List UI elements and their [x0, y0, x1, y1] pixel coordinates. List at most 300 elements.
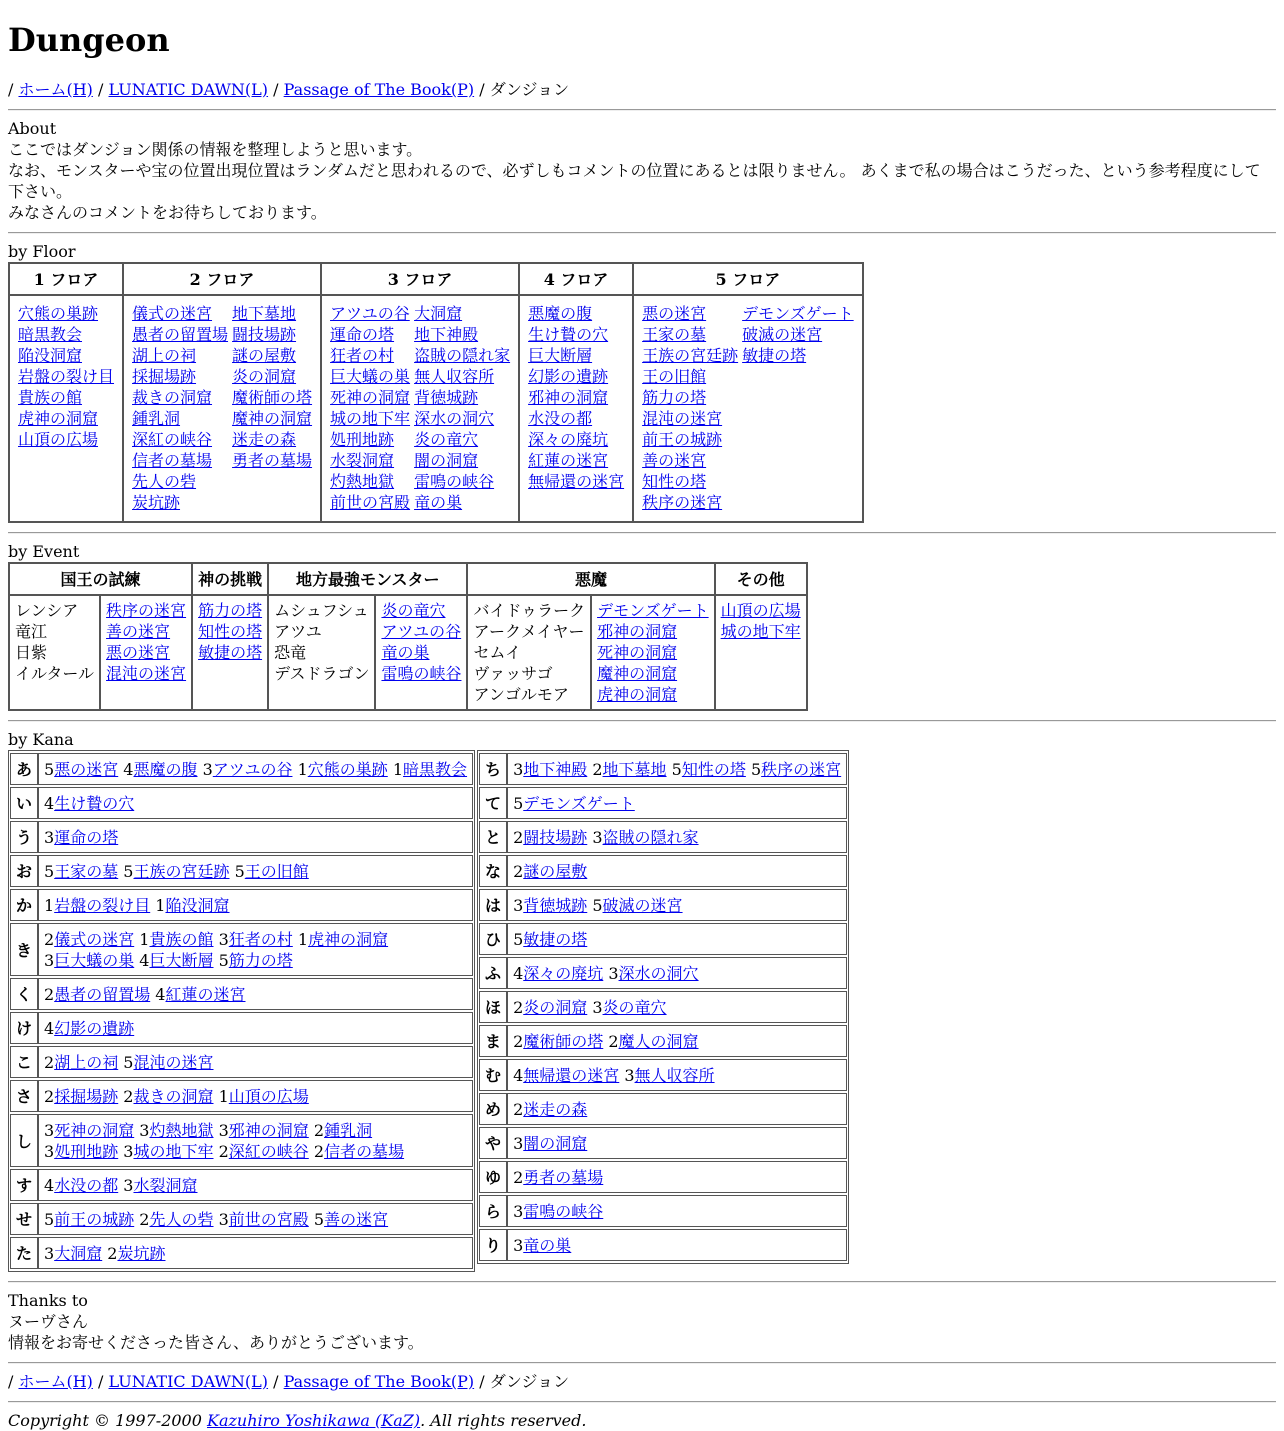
dungeon-link[interactable]: 湖上の祠: [54, 1053, 119, 1072]
kana-line: [44, 950, 467, 971]
event-table: [8, 562, 808, 711]
dungeon-link[interactable]: 迷走の森: [523, 1100, 588, 1119]
dungeon-link[interactable]: 巨大断層: [149, 951, 214, 970]
kana-line: [44, 895, 467, 916]
kana-row: [479, 787, 847, 819]
dungeon-link[interactable]: 炎の竜穴: [381, 601, 446, 620]
event-dungeon-item: [597, 642, 709, 663]
dungeon-link[interactable]: 竜の巣: [381, 643, 430, 662]
floor-number: 3: [218, 930, 229, 949]
floor-number: 3: [218, 1210, 229, 1229]
floor-number: 3: [513, 1202, 524, 1221]
dungeon-link[interactable]: 紅蓮の迷宮: [528, 451, 609, 470]
dungeon-link[interactable]: 邪神の洞窟: [597, 622, 678, 641]
floor-dungeon-item: [528, 387, 624, 408]
floor-dungeon-item: [642, 408, 738, 429]
dungeon-link[interactable]: 筋力の塔: [642, 388, 707, 407]
kana-label: と: [479, 821, 507, 853]
event-subject: アークメイヤー: [473, 622, 585, 641]
dungeon-link[interactable]: 水裂洞窟: [330, 451, 395, 470]
floor-dungeon-item: [642, 324, 738, 345]
dungeon-link[interactable]: 虎神の洞窟: [18, 409, 99, 428]
floor-dungeon-item: [132, 408, 228, 429]
dungeon-link[interactable]: 謎の屋敷: [523, 862, 588, 881]
dungeon-link[interactable]: 山頂の広場: [18, 430, 99, 449]
dungeon-link[interactable]: 水没の都: [528, 409, 593, 428]
dungeon-link[interactable]: 儀式の迷宮: [132, 304, 213, 323]
kana-row: [479, 855, 847, 887]
floor-dungeon-item: [528, 324, 624, 345]
floor-number: 3: [513, 760, 524, 779]
dungeon-link[interactable]: 死神の洞窟: [54, 1121, 135, 1140]
event-subject: レンシア: [15, 601, 79, 620]
kana-line: [513, 1167, 841, 1188]
floor-header: 3 フロア: [321, 263, 519, 295]
breadcrumb-current: ダンジョン: [489, 1372, 570, 1391]
floor-table: [8, 262, 864, 523]
dungeon-link[interactable]: 前王の城跡: [54, 1210, 135, 1229]
floor-number: 1: [44, 896, 55, 915]
kana-line: [44, 1086, 467, 1107]
breadcrumb-link-lunatic-dawn[interactable]: LUNATIC DAWN(L): [108, 80, 269, 99]
breadcrumb-link-passage[interactable]: Passage of The Book(P): [283, 1372, 475, 1391]
dungeon-link[interactable]: 前世の宮殿: [228, 1210, 309, 1229]
event-dungeon-item: [381, 621, 461, 642]
dungeon-link[interactable]: 地下神殿: [414, 325, 479, 344]
kana-label: は: [479, 889, 507, 921]
dungeon-link[interactable]: 狂者の村: [228, 930, 293, 949]
dungeon-link[interactable]: 無帰還の迷宮: [528, 472, 625, 491]
floor-number: 2: [139, 1210, 150, 1229]
kana-entries: [38, 855, 473, 887]
dungeon-link[interactable]: 破滅の迷宮: [742, 325, 823, 344]
dungeon-link[interactable]: 闇の洞窟: [523, 1134, 588, 1153]
dungeon-link[interactable]: 愚者の留置場: [54, 985, 151, 1004]
dungeon-link[interactable]: 城の地下牢: [330, 409, 411, 428]
dungeon-link[interactable]: 背徳城跡: [414, 388, 479, 407]
dungeon-link[interactable]: 善の迷宮: [106, 622, 171, 641]
dungeon-link[interactable]: 深々の廃坑: [528, 430, 609, 449]
dungeon-link[interactable]: 魔術師の塔: [232, 388, 313, 407]
dungeon-link[interactable]: 竜の巣: [523, 1236, 572, 1255]
dungeon-link[interactable]: 運命の塔: [330, 325, 395, 344]
dungeon-link[interactable]: 闘技場跡: [523, 828, 588, 847]
kana-line: [513, 929, 841, 950]
floor-dungeon-item: [132, 492, 228, 513]
dungeon-link[interactable]: 混沌の迷宮: [106, 664, 187, 683]
dungeon-link[interactable]: 城の地下牢: [133, 1142, 214, 1161]
dungeon-link[interactable]: 岩盤の裂け目: [18, 367, 115, 386]
dungeon-link[interactable]: 灼熱地獄: [330, 472, 395, 491]
dungeon-link[interactable]: 狂者の村: [330, 346, 395, 365]
dungeon-link[interactable]: 死神の洞窟: [597, 643, 678, 662]
dungeon-link[interactable]: 先人の砦: [149, 1210, 214, 1229]
dungeon-link[interactable]: 生け贄の穴: [54, 794, 135, 813]
dungeon-link[interactable]: 大洞窟: [54, 1244, 103, 1263]
dungeon-link[interactable]: 王の旧館: [244, 862, 309, 881]
dungeon-link[interactable]: 悪の迷宮: [642, 304, 707, 323]
dungeon-link[interactable]: 深水の洞穴: [618, 964, 699, 983]
dungeon-link[interactable]: 雷鳴の峡谷: [414, 472, 495, 491]
kana-row: [479, 1127, 847, 1159]
floor-column: [18, 303, 114, 450]
floor-number: 3: [513, 896, 524, 915]
dungeon-link[interactable]: 紅蓮の迷宮: [165, 985, 246, 1004]
dungeon-link[interactable]: 地下墓地: [232, 304, 297, 323]
dungeon-link[interactable]: 無帰還の迷宮: [523, 1066, 620, 1085]
floor-number: 2: [123, 1087, 134, 1106]
dungeon-link[interactable]: 陥没洞窟: [165, 896, 230, 915]
kana-label: ま: [479, 1025, 507, 1057]
event-header: その他: [715, 563, 807, 595]
dungeon-link[interactable]: 炎の竜穴: [602, 998, 667, 1017]
floor-dungeon-item: [528, 450, 624, 471]
dungeon-link[interactable]: 盗賊の隠れ家: [414, 346, 511, 365]
dungeon-link[interactable]: 深々の廃坑: [523, 964, 604, 983]
dungeon-link[interactable]: デモンズゲート: [523, 794, 635, 813]
dungeon-link[interactable]: 巨大断層: [528, 346, 593, 365]
dungeon-link[interactable]: 敏捷の塔: [198, 643, 263, 662]
floor-dungeon-item: [232, 429, 312, 450]
floor-dungeon-item: [132, 303, 228, 324]
dungeon-link[interactable]: 雷鳴の峡谷: [381, 664, 462, 683]
kana-line: [513, 1031, 841, 1052]
kana-row: [10, 821, 473, 853]
dungeon-link[interactable]: 処刑地跡: [54, 1142, 119, 1161]
dungeon-link[interactable]: 貴族の館: [149, 930, 214, 949]
dungeon-link[interactable]: 前世の宮殿: [330, 493, 411, 512]
dungeon-link[interactable]: アツユの谷: [330, 304, 410, 323]
floor-dungeon-item: [642, 345, 738, 366]
dungeon-link[interactable]: 処刑地跡: [330, 430, 395, 449]
dungeon-link[interactable]: 信者の墓場: [324, 1142, 405, 1161]
dungeon-link[interactable]: 採掘場跡: [132, 367, 197, 386]
kana-row: [479, 1025, 847, 1057]
dungeon-link[interactable]: 敏捷の塔: [523, 930, 588, 949]
floor-dungeon-item: [414, 429, 510, 450]
floor-column: [528, 303, 624, 492]
kana-entries: [507, 787, 847, 819]
floor-cell: [123, 295, 321, 522]
event-dungeon-item: [106, 600, 186, 621]
event-dungeon-item: [106, 642, 186, 663]
dungeon-link[interactable]: 鍾乳洞: [324, 1121, 373, 1140]
kana-label: せ: [10, 1203, 38, 1235]
kana-row: [10, 787, 473, 819]
kana-row: [479, 1229, 847, 1261]
breadcrumb-footer: / ホーム(H) / LUNATIC DAWN(L) / Passage of The Book(P) / ダンジョン: [8, 1372, 570, 1391]
event-subject-cell: [9, 595, 100, 710]
dungeon-link[interactable]: 炎の洞窟: [232, 367, 297, 386]
dungeon-link[interactable]: 秩序の迷宮: [106, 601, 187, 620]
kana-line: [44, 1120, 467, 1141]
floor-dungeon-item: [414, 345, 510, 366]
dungeon-link[interactable]: 岩盤の裂け目: [54, 896, 151, 915]
dungeon-link[interactable]: 王族の宮廷跡: [642, 346, 739, 365]
floor-column: [414, 303, 510, 513]
dungeon-link[interactable]: デモンズゲート: [742, 304, 854, 323]
dungeon-link[interactable]: 魔術師の塔: [523, 1032, 604, 1051]
floor-dungeon-item: [642, 471, 738, 492]
dungeon-link[interactable]: 深水の洞穴: [414, 409, 495, 428]
dungeon-link[interactable]: 虎神の洞窟: [308, 930, 389, 949]
dungeon-link[interactable]: 知性の塔: [681, 760, 746, 779]
event-subject: セムイ: [473, 643, 522, 662]
dungeon-link[interactable]: 無人収容所: [634, 1066, 715, 1085]
floor-columns: [330, 303, 510, 513]
dungeon-link[interactable]: アツユの谷: [381, 622, 462, 641]
dungeon-link[interactable]: 混沌の迷宮: [642, 409, 723, 428]
dungeon-link[interactable]: 秩序の迷宮: [761, 760, 842, 779]
floor-dungeon-item: [528, 429, 624, 450]
dungeon-link[interactable]: 湖上の祠: [132, 346, 197, 365]
event-dungeon-item: [597, 600, 709, 621]
floor-number: 5: [44, 1210, 55, 1229]
dungeon-link[interactable]: 暗黒教会: [18, 325, 83, 344]
floor-column: [330, 303, 410, 513]
dungeon-link[interactable]: 炭坑跡: [117, 1244, 166, 1263]
kana-row: [479, 821, 847, 853]
floor-cell: [519, 295, 633, 522]
dungeon-link[interactable]: 闘技場跡: [232, 325, 297, 344]
dungeon-link[interactable]: 炎の竜穴: [414, 430, 479, 449]
kana-line: [513, 793, 841, 814]
event-subject: 竜江: [15, 622, 48, 641]
dungeon-link[interactable]: 採掘場跡: [54, 1087, 119, 1106]
dungeon-link[interactable]: 悪の迷宮: [54, 760, 119, 779]
floor-dungeon-item: [18, 366, 114, 387]
kana-entries: [38, 1169, 473, 1201]
dungeon-link[interactable]: 破滅の迷宮: [602, 896, 683, 915]
dungeon-link[interactable]: 深紅の峡谷: [132, 430, 213, 449]
dungeon-link[interactable]: 儀式の迷宮: [54, 930, 135, 949]
dungeon-link[interactable]: 魔神の洞窟: [597, 664, 678, 683]
event-subject: 日紫: [15, 643, 48, 662]
dungeon-link[interactable]: 灼熱地獄: [149, 1121, 214, 1140]
floor-number: 2: [44, 1053, 55, 1072]
event-dungeon-cell: [100, 595, 192, 710]
dungeon-link[interactable]: 貴族の館: [18, 388, 83, 407]
floor-dungeon-item: [232, 450, 312, 471]
floor-dungeon-item: [232, 366, 312, 387]
dungeon-link[interactable]: 悪の迷宮: [106, 643, 171, 662]
event-dungeon-item: [721, 621, 801, 642]
dungeon-link[interactable]: 先人の砦: [132, 472, 197, 491]
dungeon-link[interactable]: 善の迷宮: [642, 451, 707, 470]
divider: [8, 1401, 1276, 1403]
dungeon-link[interactable]: 巨大蟻の巣: [330, 367, 411, 386]
dungeon-link[interactable]: 幻影の遺跡: [54, 1019, 135, 1038]
kana-row: [479, 991, 847, 1023]
floor-dungeon-item: [642, 387, 738, 408]
floor-header: 1 フロア: [9, 263, 123, 295]
dungeon-link[interactable]: 魔人の洞窟: [618, 1032, 699, 1051]
dungeon-link[interactable]: 水没の都: [54, 1176, 119, 1195]
floor-number: 3: [44, 951, 55, 970]
dungeon-link[interactable]: 善の迷宮: [324, 1210, 389, 1229]
dungeon-link[interactable]: 大洞窟: [414, 304, 463, 323]
floor-number: 5: [218, 951, 229, 970]
dungeon-link[interactable]: 生け贄の穴: [528, 325, 609, 344]
dungeon-link[interactable]: 愚者の留置場: [132, 325, 229, 344]
floor-column: [232, 303, 312, 513]
kana-line: [44, 1018, 467, 1039]
dungeon-link[interactable]: 山頂の広場: [228, 1087, 309, 1106]
dungeon-link[interactable]: 筋力の塔: [198, 601, 263, 620]
event-subject: アツユ: [274, 622, 322, 641]
divider: [8, 109, 1276, 111]
dungeon-link[interactable]: 秩序の迷宮: [642, 493, 723, 512]
dungeon-link[interactable]: 敏捷の塔: [742, 346, 807, 365]
divider: [8, 232, 1276, 234]
floor-number: 4: [44, 1019, 55, 1038]
kana-line: [44, 861, 467, 882]
kana-entries: [507, 1195, 847, 1227]
floor-number: 5: [123, 862, 134, 881]
event-subject-cell: [268, 595, 375, 710]
thanks-line: 情報をお寄せくださった皆さん、ありがとうございます。: [8, 1333, 424, 1352]
dungeon-link[interactable]: 鍾乳洞: [132, 409, 181, 428]
dungeon-link[interactable]: 巨大蟻の巣: [54, 951, 135, 970]
event-dungeon-item: [381, 663, 461, 684]
kana-label: す: [10, 1169, 38, 1201]
kana-line: [513, 827, 841, 848]
floor-columns: [528, 303, 624, 492]
dungeon-link[interactable]: 深紅の峡谷: [228, 1142, 309, 1161]
breadcrumb-link-lunatic-dawn[interactable]: LUNATIC DAWN(L): [108, 1372, 269, 1391]
dungeon-link[interactable]: 運命の塔: [54, 828, 119, 847]
event-dungeon-item: [597, 663, 709, 684]
dungeon-link[interactable]: 勇者の墓場: [523, 1168, 604, 1187]
dungeon-link[interactable]: 邪神の洞窟: [528, 388, 609, 407]
dungeon-link[interactable]: 盗賊の隠れ家: [602, 828, 699, 847]
floor-dungeon-item: [132, 324, 228, 345]
floor-number: 3: [123, 1142, 134, 1161]
kana-entries: [507, 1093, 847, 1125]
kana-label: ゆ: [479, 1161, 507, 1193]
dungeon-link[interactable]: 迷走の森: [232, 430, 297, 449]
dungeon-link[interactable]: 裁きの洞窟: [133, 1087, 214, 1106]
kana-row: [10, 1203, 473, 1235]
kana-entries: [38, 1237, 473, 1269]
dungeon-link[interactable]: 謎の屋敷: [232, 346, 297, 365]
dungeon-link[interactable]: 裁きの洞窟: [132, 388, 213, 407]
dungeon-link[interactable]: 穴熊の巣跡: [18, 304, 99, 323]
dungeon-link[interactable]: 竜の巣: [414, 493, 463, 512]
dungeon-link[interactable]: 知性の塔: [198, 622, 263, 641]
dungeon-link[interactable]: 前王の城跡: [642, 430, 723, 449]
thanks-section: [8, 1290, 1276, 1353]
kana-label: た: [10, 1237, 38, 1269]
dungeon-link[interactable]: デモンズゲート: [597, 601, 709, 620]
kana-line: [44, 984, 467, 1005]
dungeon-link[interactable]: 悪魔の腹: [528, 304, 593, 323]
floor-number: 5: [513, 930, 524, 949]
floor-number: 3: [513, 1134, 524, 1153]
dungeon-link[interactable]: 背徳城跡: [523, 896, 588, 915]
event-dungeon-item: [597, 684, 709, 705]
dungeon-link[interactable]: 魔神の洞窟: [232, 409, 313, 428]
dungeon-link[interactable]: 暗黒教会: [403, 760, 468, 779]
dungeon-link[interactable]: 死神の洞窟: [330, 388, 411, 407]
breadcrumb-current: ダンジョン: [489, 80, 570, 99]
dungeon-link[interactable]: 幻影の遺跡: [528, 367, 609, 386]
dungeon-link[interactable]: 王家の墓: [642, 325, 707, 344]
dungeon-link[interactable]: 地下神殿: [523, 760, 588, 779]
floor-number: 2: [513, 1100, 524, 1119]
dungeon-link[interactable]: 虎神の洞窟: [597, 685, 678, 704]
dungeon-link[interactable]: 城の地下牢: [720, 622, 801, 641]
dungeon-link[interactable]: 知性の塔: [642, 472, 707, 491]
floor-header: 2 フロア: [123, 263, 321, 295]
dungeon-link[interactable]: 勇者の墓場: [232, 451, 313, 470]
floor-number: 5: [313, 1210, 325, 1229]
dungeon-link[interactable]: 山頂の広場: [720, 601, 801, 620]
dungeon-link[interactable]: 穴熊の巣跡: [307, 760, 388, 779]
breadcrumb-link-home[interactable]: ホーム(H): [18, 1372, 93, 1391]
dungeon-link[interactable]: 悪魔の腹: [133, 760, 198, 779]
kana-line: [513, 1065, 841, 1086]
floor-dungeon-item: [330, 471, 410, 492]
breadcrumb-link-passage[interactable]: Passage of The Book(P): [283, 80, 475, 99]
kana-entries: [507, 957, 847, 989]
floor-number: 5: [671, 760, 682, 779]
floor-dungeon-item: [132, 429, 228, 450]
event-subject: アンゴルモア: [473, 685, 569, 704]
event-dungeon-item: [198, 642, 262, 663]
kana-line: [44, 1209, 467, 1230]
kana-table-left: [8, 750, 475, 1272]
about-line: なお、モンスターや宝の位置出現位置はランダムだと思われるので、必ずしもコメントの位置にあるとは限りません。 あくまで私の場合はこうだった、という参考程度にして下さい。: [8, 161, 1261, 201]
floor-dungeon-item: [528, 471, 624, 492]
dungeon-link[interactable]: 王族の宮廷跡: [133, 862, 230, 881]
dungeon-link[interactable]: 筋力の塔: [228, 951, 293, 970]
dungeon-link[interactable]: 王家の墓: [54, 862, 119, 881]
dungeon-link[interactable]: 信者の墓場: [132, 451, 213, 470]
dungeon-link[interactable]: 炭坑跡: [132, 493, 181, 512]
dungeon-link[interactable]: 無人収容所: [414, 367, 495, 386]
dungeon-link[interactable]: 王の旧館: [642, 367, 707, 386]
by-kana-section: [8, 729, 1276, 1272]
dungeon-link[interactable]: 地下墓地: [602, 760, 667, 779]
kana-label: き: [10, 923, 38, 976]
dungeon-link[interactable]: 雷鳴の峡谷: [523, 1202, 604, 1221]
dungeon-link[interactable]: 闇の洞窟: [414, 451, 479, 470]
floor-column: [642, 303, 738, 513]
dungeon-link[interactable]: 炎の洞窟: [523, 998, 588, 1017]
event-dungeon-cell: [192, 595, 268, 710]
floor-number: 5: [123, 1053, 134, 1072]
kana-line: [513, 997, 841, 1018]
floor-number: 3: [44, 1142, 55, 1161]
floor-dungeon-item: [742, 324, 854, 345]
author-link[interactable]: Kazuhiro Yoshikawa (KaZ): [207, 1411, 421, 1430]
dungeon-link[interactable]: 邪神の洞窟: [228, 1121, 309, 1140]
floor-number: 2: [313, 1142, 325, 1161]
breadcrumb-link-home[interactable]: ホーム(H): [18, 80, 93, 99]
floor-dungeon-item: [18, 324, 114, 345]
kana-row: [10, 1080, 473, 1112]
floor-number: 3: [44, 828, 55, 847]
dungeon-link[interactable]: 水裂洞窟: [133, 1176, 198, 1195]
dungeon-link[interactable]: 陥没洞窟: [18, 346, 83, 365]
kana-entries: [38, 1203, 473, 1235]
dungeon-link[interactable]: アツユの谷: [212, 760, 293, 779]
kana-row: [10, 923, 473, 976]
about-heading: About: [8, 119, 57, 138]
kana-line: [44, 793, 467, 814]
dungeon-link[interactable]: 混沌の迷宮: [133, 1053, 214, 1072]
